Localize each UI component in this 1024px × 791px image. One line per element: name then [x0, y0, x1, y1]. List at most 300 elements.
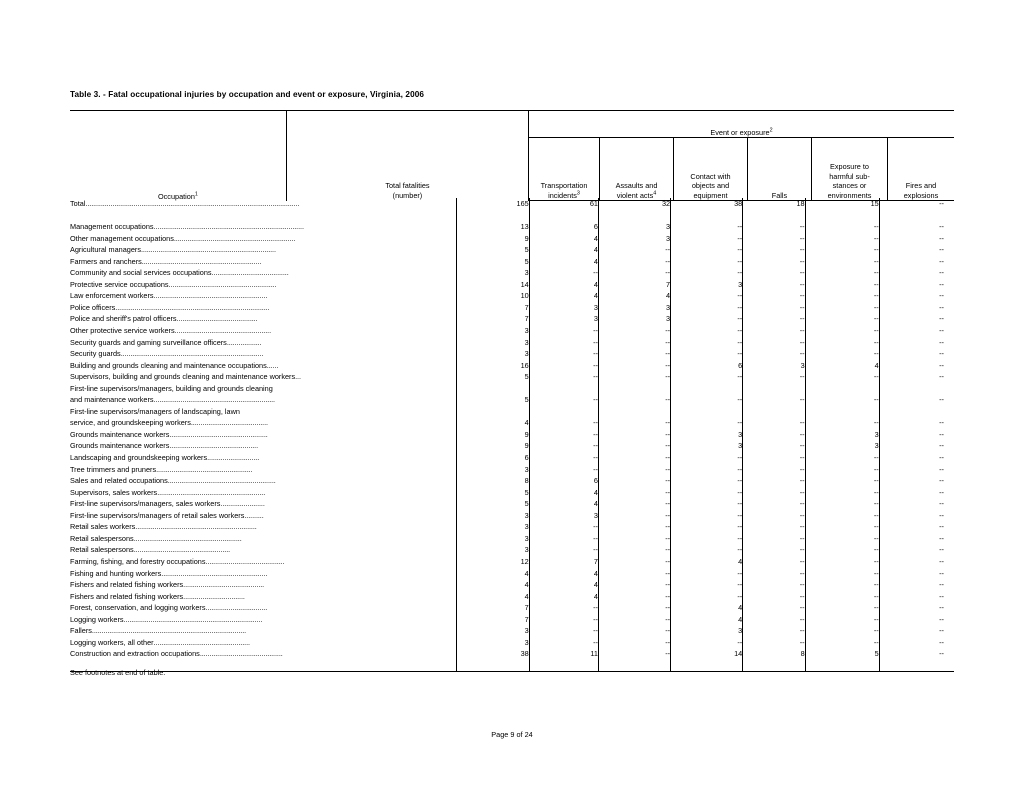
value-total: 4 [457, 568, 529, 580]
value-transportation: -- [529, 625, 598, 637]
header-col-assaults [600, 138, 674, 201]
value-fires: -- [939, 291, 944, 301]
value-fires: -- [939, 626, 944, 636]
value-total: 3 [457, 510, 529, 522]
value-transportation: -- [529, 521, 598, 533]
header-col-assaults-sup: 4 [653, 190, 657, 197]
table-row [70, 452, 954, 464]
leader-dots: ................................................... [169, 429, 268, 439]
occupation-cell [70, 614, 457, 626]
value-contact: -- [671, 475, 743, 487]
leader-dots: ............................................................... [153, 395, 275, 405]
value-contact: 14 [671, 648, 743, 660]
table-row [70, 637, 954, 649]
value-falls [743, 383, 805, 395]
occupation-cell [70, 625, 457, 637]
value-total: 9 [457, 440, 529, 452]
table-bottom-rule [70, 660, 954, 672]
value-total [457, 383, 529, 395]
value-assaults: -- [598, 487, 670, 499]
table-row [70, 371, 954, 383]
value-contact: 3 [671, 625, 743, 637]
header-col-assaults-line2-text: violent acts [616, 190, 654, 200]
value-fires: -- [939, 580, 944, 590]
value-falls: -- [743, 313, 805, 325]
value-exposure: -- [805, 579, 879, 591]
value-falls: -- [743, 394, 805, 406]
leader-dots: .................................................. [174, 326, 271, 336]
rule-cell [743, 660, 805, 672]
value-falls: -- [743, 521, 805, 533]
leader-dots: ...... [266, 360, 279, 370]
value-assaults: -- [598, 648, 670, 660]
value-contact: 4 [671, 556, 743, 568]
value-exposure: 5 [805, 648, 879, 660]
occupation-cell [70, 452, 457, 464]
value-fires: -- [939, 302, 944, 312]
value-assaults: -- [598, 625, 670, 637]
header-row-group [70, 111, 954, 138]
table-row [70, 290, 954, 302]
value-assaults: -- [598, 498, 670, 510]
table-row [70, 348, 954, 360]
value-fires: -- [939, 533, 944, 543]
value-exposure: -- [805, 394, 879, 406]
value-assaults: -- [598, 360, 670, 372]
leader-dots: ........................................................... [153, 291, 268, 301]
value-falls: -- [743, 256, 805, 268]
value-fires: -- [939, 464, 944, 474]
value-assaults: -- [598, 429, 670, 441]
value-total: 7 [457, 302, 529, 314]
value-fires: -- [939, 268, 944, 278]
spacer-cell [671, 210, 743, 222]
header-col-transportation-sup: 3 [576, 190, 580, 197]
leader-dots: .................................................. [133, 545, 231, 555]
occupation-cell [70, 406, 457, 418]
value-total: 3 [457, 625, 529, 637]
occupation-cell [70, 464, 457, 476]
value-falls: -- [743, 267, 805, 279]
occupation-label: Fallers [70, 626, 92, 636]
value-assaults: -- [598, 256, 670, 268]
value-exposure: -- [805, 637, 879, 649]
occupation-cell [70, 579, 457, 591]
value-assaults: 3 [598, 302, 670, 314]
value-total: 9 [457, 233, 529, 245]
value-transportation: 61 [529, 198, 598, 210]
value-total: 3 [457, 325, 529, 337]
value-fires: -- [939, 222, 944, 232]
value-falls: -- [743, 614, 805, 626]
leader-dots: ........................................ [190, 418, 268, 428]
value-contact: -- [671, 452, 743, 464]
value-assaults: -- [598, 417, 670, 429]
value-transportation: -- [529, 429, 598, 441]
value-falls: -- [743, 302, 805, 314]
value-contact: -- [671, 325, 743, 337]
occupation-cell [70, 544, 457, 556]
spacer-cell [70, 210, 457, 222]
occupation-label: Sales and related occupations [70, 476, 168, 486]
value-contact: -- [671, 544, 743, 556]
value-total: 5 [457, 256, 529, 268]
value-fires: -- [939, 245, 944, 255]
occupation-label: Other protective service workers [70, 326, 175, 336]
value-total: 4 [457, 591, 529, 603]
header-occupation-sup: 1 [194, 191, 198, 198]
value-exposure: -- [805, 614, 879, 626]
header-col-exposure-line1: Exposure to [830, 162, 869, 172]
value-fires: -- [939, 453, 944, 463]
table-row [70, 221, 954, 233]
value-falls: -- [743, 568, 805, 580]
value-exposure: -- [805, 533, 879, 545]
value-transportation [529, 406, 598, 418]
table-row [70, 475, 954, 487]
value-exposure: 4 [805, 360, 879, 372]
header-event-sup: 2 [769, 127, 773, 134]
value-assaults: -- [598, 464, 670, 476]
occupation-cell [70, 591, 457, 603]
header-col-contact-line1: Contact with [690, 171, 731, 181]
value-falls: -- [743, 556, 805, 568]
value-exposure: -- [805, 302, 879, 314]
value-contact: -- [671, 394, 743, 406]
value-transportation: -- [529, 602, 598, 614]
value-falls: 3 [743, 360, 805, 372]
value-exposure: -- [805, 325, 879, 337]
value-exposure: -- [805, 602, 879, 614]
occupation-cell [70, 487, 457, 499]
leader-dots: .......................................................................... [120, 349, 264, 359]
value-contact: 38 [671, 198, 743, 210]
spacer-cell [805, 210, 879, 222]
header-col-exposure-line4: environments [827, 190, 872, 200]
occupation-cell [70, 648, 457, 660]
value-transportation: 3 [529, 510, 598, 522]
value-transportation: -- [529, 371, 598, 383]
leader-dots: ............................................................... [135, 522, 257, 532]
value-fires: -- [939, 441, 944, 451]
occupation-cell [70, 383, 457, 395]
header-total-fatalities [286, 111, 528, 201]
value-transportation: -- [529, 614, 598, 626]
value-total: 165 [457, 198, 529, 210]
occupation-cell [70, 348, 457, 360]
table-header [70, 110, 954, 201]
leader-dots: .................. [226, 337, 262, 347]
leader-dots: ........................................................ [167, 476, 276, 486]
value-falls: -- [743, 637, 805, 649]
occupation-cell [70, 556, 457, 568]
leader-dots: .............................................................. [141, 256, 262, 266]
value-falls: -- [743, 440, 805, 452]
occupation-label: First-line supervisors/managers, building and grounds cleaning [70, 383, 273, 393]
value-total: 7 [457, 313, 529, 325]
value-assaults [598, 406, 670, 418]
spacer-cell [457, 210, 529, 222]
table-row [70, 279, 954, 291]
header-col-falls [748, 138, 812, 201]
leader-dots: .................................................. [153, 637, 250, 647]
value-exposure: -- [805, 267, 879, 279]
table-row [70, 579, 954, 591]
value-exposure: -- [805, 591, 879, 603]
value-transportation: 4 [529, 233, 598, 245]
value-falls: 8 [743, 648, 805, 660]
occupation-label: Logging workers [70, 614, 124, 624]
occupation-cell [70, 233, 457, 245]
value-transportation: 3 [529, 302, 598, 314]
value-assaults: 7 [598, 279, 670, 291]
value-assaults: -- [598, 591, 670, 603]
value-assaults: -- [598, 544, 670, 556]
occupation-label: Grounds maintenance workers [70, 429, 170, 439]
leader-dots: ........................................................ [168, 279, 277, 289]
value-transportation: -- [529, 360, 598, 372]
value-fires: -- [939, 499, 944, 509]
value-contact: -- [671, 290, 743, 302]
header-col-exposure-line3: stances or [832, 181, 867, 191]
value-assaults: 3 [598, 233, 670, 245]
table-row [70, 510, 954, 522]
table-row [70, 267, 954, 279]
value-falls: -- [743, 625, 805, 637]
value-exposure: 3 [805, 440, 879, 452]
value-total: 16 [457, 360, 529, 372]
value-transportation: 3 [529, 313, 598, 325]
occupation-cell [70, 360, 457, 372]
leader-dots: ........................................ [211, 268, 289, 278]
header-total-line1: Total fatalities [385, 180, 430, 190]
value-transportation: -- [529, 544, 598, 556]
value-transportation: 4 [529, 279, 598, 291]
occupation-label: First-line supervisors/managers, sales workers [70, 499, 221, 509]
value-fires: -- [939, 649, 944, 659]
occupation-label: Fishers and related fishing workers [70, 591, 184, 601]
value-total: 5 [457, 394, 529, 406]
occupation-label: Tree trimmers and pruners [70, 464, 157, 474]
occupation-label: Retail salespersons [70, 545, 134, 555]
occupation-cell [70, 394, 457, 406]
value-falls: -- [743, 221, 805, 233]
table-body [70, 198, 954, 672]
value-assaults: -- [598, 568, 670, 580]
value-contact: -- [671, 521, 743, 533]
occupation-cell [70, 533, 457, 545]
value-exposure: -- [805, 625, 879, 637]
row-spacer [70, 210, 954, 222]
table-row [70, 487, 954, 499]
value-contact: -- [671, 313, 743, 325]
table-row [70, 429, 954, 441]
value-contact: 3 [671, 429, 743, 441]
value-falls: -- [743, 325, 805, 337]
value-fires: -- [939, 510, 944, 520]
value-total: 3 [457, 348, 529, 360]
value-exposure: -- [805, 371, 879, 383]
leader-dots: .......... [244, 510, 264, 520]
value-transportation: 4 [529, 591, 598, 603]
header-col-contact-line3: equipment [693, 190, 728, 200]
value-exposure: -- [805, 544, 879, 556]
occupation-cell [70, 198, 457, 210]
value-assaults: -- [598, 614, 670, 626]
value-fires: -- [939, 487, 944, 497]
header-col-fires-line2: explosions [903, 190, 939, 200]
leader-dots: .......................................... [183, 580, 265, 590]
value-transportation: 4 [529, 579, 598, 591]
leader-dots: .............................................. [169, 441, 259, 451]
occupation-label: Police officers [70, 302, 116, 312]
occupation-cell [70, 417, 457, 429]
leader-dots: ......................................... [205, 556, 285, 566]
occupation-cell [70, 290, 457, 302]
value-contact: -- [671, 533, 743, 545]
value-exposure: -- [805, 337, 879, 349]
header-occupation-label: Occupation [157, 191, 195, 201]
value-falls: -- [743, 498, 805, 510]
value-transportation: -- [529, 325, 598, 337]
value-contact: -- [671, 498, 743, 510]
value-contact: -- [671, 568, 743, 580]
leader-dots: .................................................. [156, 464, 253, 474]
leader-dots: ........................................................................ [123, 614, 263, 624]
table-row [70, 625, 954, 637]
value-fires: -- [939, 314, 944, 324]
value-assaults: -- [598, 440, 670, 452]
value-exposure: -- [805, 221, 879, 233]
table-row [70, 614, 954, 626]
leader-dots: ........................................................ [133, 533, 242, 543]
table-row [70, 302, 954, 314]
value-contact: -- [671, 267, 743, 279]
value-assaults: 32 [598, 198, 670, 210]
value-falls: -- [743, 337, 805, 349]
value-exposure: -- [805, 279, 879, 291]
value-fires: -- [939, 360, 944, 370]
value-assaults: 3 [598, 313, 670, 325]
value-exposure: -- [805, 521, 879, 533]
value-total: 7 [457, 602, 529, 614]
occupation-label: Farming, fishing, and forestry occupations [70, 556, 206, 566]
value-total: 7 [457, 614, 529, 626]
header-col-transportation-line2-text: incidents [548, 190, 577, 200]
value-falls: -- [743, 279, 805, 291]
value-fires: -- [939, 591, 944, 601]
value-falls: -- [743, 244, 805, 256]
value-assaults: -- [598, 579, 670, 591]
value-falls: -- [743, 475, 805, 487]
value-transportation: 4 [529, 498, 598, 510]
value-fires: -- [939, 522, 944, 532]
value-fires: -- [939, 337, 944, 347]
page-title: Table 3. - Fatal occupational injuries by occupation and event or exposure, Virginia, 2006 [70, 90, 425, 99]
header-event-label: Event or exposure [710, 128, 770, 137]
occupation-cell [70, 244, 457, 256]
table-row [70, 360, 954, 372]
value-falls: -- [743, 579, 805, 591]
value-assaults: 3 [598, 221, 670, 233]
occupation-label: Fishing and hunting workers [70, 568, 162, 578]
leader-dots: .......................................... [176, 314, 258, 324]
value-total: 38 [457, 648, 529, 660]
table-row [70, 591, 954, 603]
value-assaults: -- [598, 510, 670, 522]
occupation-label: Grounds maintenance workers [70, 441, 170, 451]
value-total: 5 [457, 244, 529, 256]
value-assaults: -- [598, 637, 670, 649]
value-fires: -- [939, 476, 944, 486]
occupation-label: Community and social services occupations [70, 268, 212, 278]
occupation-label: Retail sales workers [70, 522, 136, 532]
occupation-label: Retail salespersons [70, 533, 134, 543]
value-fires: -- [939, 418, 944, 428]
value-falls: -- [743, 452, 805, 464]
value-falls: -- [743, 487, 805, 499]
value-total: 3 [457, 521, 529, 533]
occupation-label: Logging workers, all other [70, 637, 154, 647]
value-contact: -- [671, 221, 743, 233]
value-falls: -- [743, 348, 805, 360]
value-falls: -- [743, 233, 805, 245]
value-assaults: -- [598, 475, 670, 487]
value-total: 3 [457, 533, 529, 545]
rule-cell [529, 660, 598, 672]
occupation-label: Law enforcement workers [70, 291, 154, 301]
occupation-cell [70, 256, 457, 268]
value-transportation: -- [529, 452, 598, 464]
occupation-label: Protective service occupations [70, 279, 169, 289]
header-total-line2: (number) [392, 190, 423, 200]
value-falls: -- [743, 533, 805, 545]
header-col-falls-line1: Falls [771, 190, 788, 200]
value-exposure: -- [805, 487, 879, 499]
value-contact: -- [671, 348, 743, 360]
value-transportation: -- [529, 267, 598, 279]
value-transportation: 4 [529, 568, 598, 580]
table-row [70, 244, 954, 256]
table-row [70, 533, 954, 545]
value-assaults: -- [598, 452, 670, 464]
table-row [70, 544, 954, 556]
value-transportation: 4 [529, 256, 598, 268]
value-transportation: -- [529, 394, 598, 406]
value-total: 9 [457, 429, 529, 441]
value-falls: -- [743, 290, 805, 302]
value-exposure: -- [805, 244, 879, 256]
value-falls [743, 406, 805, 418]
value-transportation: -- [529, 348, 598, 360]
occupation-cell [70, 602, 457, 614]
occupation-cell [70, 337, 457, 349]
value-transportation: 4 [529, 290, 598, 302]
occupation-cell [70, 568, 457, 580]
value-exposure: 3 [805, 429, 879, 441]
value-fires: -- [939, 556, 944, 566]
value-falls: -- [743, 464, 805, 476]
value-contact: -- [671, 256, 743, 268]
spacer-cell [529, 210, 598, 222]
value-falls: -- [743, 429, 805, 441]
value-exposure: -- [805, 417, 879, 429]
table-row [70, 440, 954, 452]
value-exposure: -- [805, 452, 879, 464]
leader-dots: ................................ [183, 591, 245, 601]
value-assaults: -- [598, 371, 670, 383]
value-transportation: 11 [529, 648, 598, 660]
